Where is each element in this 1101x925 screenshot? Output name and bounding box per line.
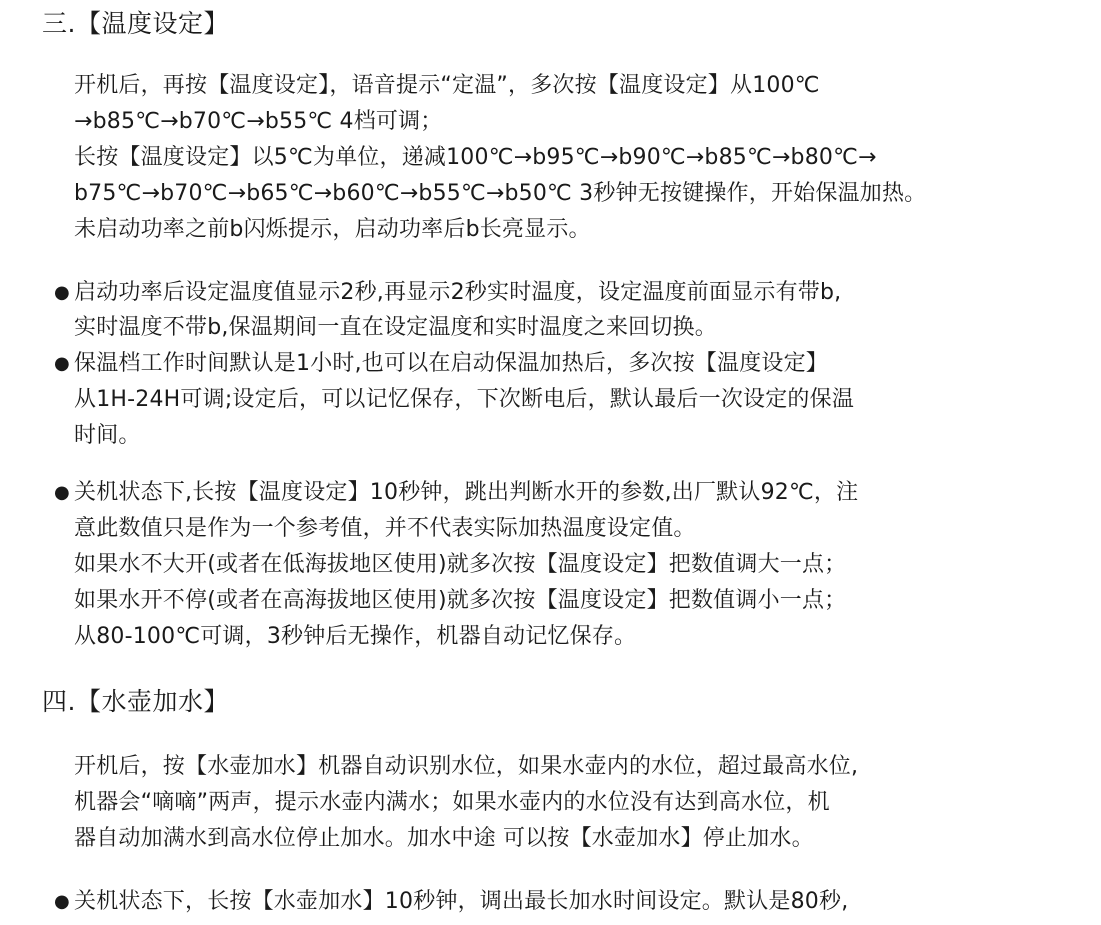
section-3-intro-line: 长按【温度设定】以5℃为单位，递减100℃→b95℃→b90℃→b85℃→b80℃→ [74,145,877,170]
section-3-intro-line: 开机后，再按【温度设定】，语音提示“定温”，多次按【温度设定】从100℃ [74,73,820,98]
section-3-bullet-2-line: 时间。 [74,423,141,448]
section-4-intro-line: 机器会“嘀嘀”两声，提示水壶内满水；如果水壶内的水位没有达到高水位，机 [74,790,830,815]
bullet-marker: ● [54,891,70,912]
section-3-bullet-1-line: 实时温度不带b,保温期间一直在设定温度和实时温度之来回切换。 [74,315,717,340]
section-3-intro-line: →b85℃→b70℃→b55℃ 4档可调； [74,109,443,134]
section-3-bullet-1-line: 启动功率后设定温度值显示2秒,再显示2秒实时温度，设定温度前面显示有带b, [74,280,842,305]
bullet-marker: ● [54,482,70,503]
section-3-bullet-3-line: 意此数值只是作为一个参考值，并不代表实际加热温度设定值。 [74,516,696,541]
section-3-bullet-3-line: 如果水开不停(或者在高海拔地区使用)就多次按【温度设定】把数值调小一点； [74,588,847,613]
section-3-bullet-3-line: 关机状态下,长按【温度设定】10秒钟，跳出判断水开的参数,出厂默认92℃，注 [74,480,859,505]
section-3-bullet-2-line: 从1H-24H可调;设定后，可以记忆保存，下次断电后，默认最后一次设定的保温 [74,387,855,412]
section-3-bullet-2-line: 保温档工作时间默认是1小时,也可以在启动保温加热后，多次按【温度设定】 [74,351,828,376]
section-4-heading: 四.【水壶加水】 [42,687,229,716]
section-3-heading: 三.【温度设定】 [42,9,229,38]
section-4-intro-line: 器自动加满水到高水位停止加水。加水中途 可以按【水壶加水】停止加水。 [74,826,814,851]
section-3-intro-line: 未启动功率之前b闪烁提示，启动功率后b长亮显示。 [74,217,591,242]
section-3-intro-line: b75℃→b70℃→b65℃→b60℃→b55℃→b50℃ 3秒钟无按键操作，开始保温加热。 [74,181,927,206]
section-4-intro-line: 开机后，按【水壶加水】机器自动识别水位，如果水壶内的水位，超过最高水位, [74,754,859,779]
section-4-bullet-1-line: 关机状态下，长按【水壶加水】10秒钟，调出最长加水时间设定。默认是80秒, [74,889,849,914]
section-3-bullet-3-line: 如果水不大开(或者在低海拔地区使用)就多次按【温度设定】把数值调大一点； [74,552,847,577]
bullet-marker: ● [54,282,70,303]
bullet-marker: ● [54,353,70,374]
section-3-bullet-3-line: 从80-100℃可调，3秒钟后无操作，机器自动记忆保存。 [74,624,637,649]
